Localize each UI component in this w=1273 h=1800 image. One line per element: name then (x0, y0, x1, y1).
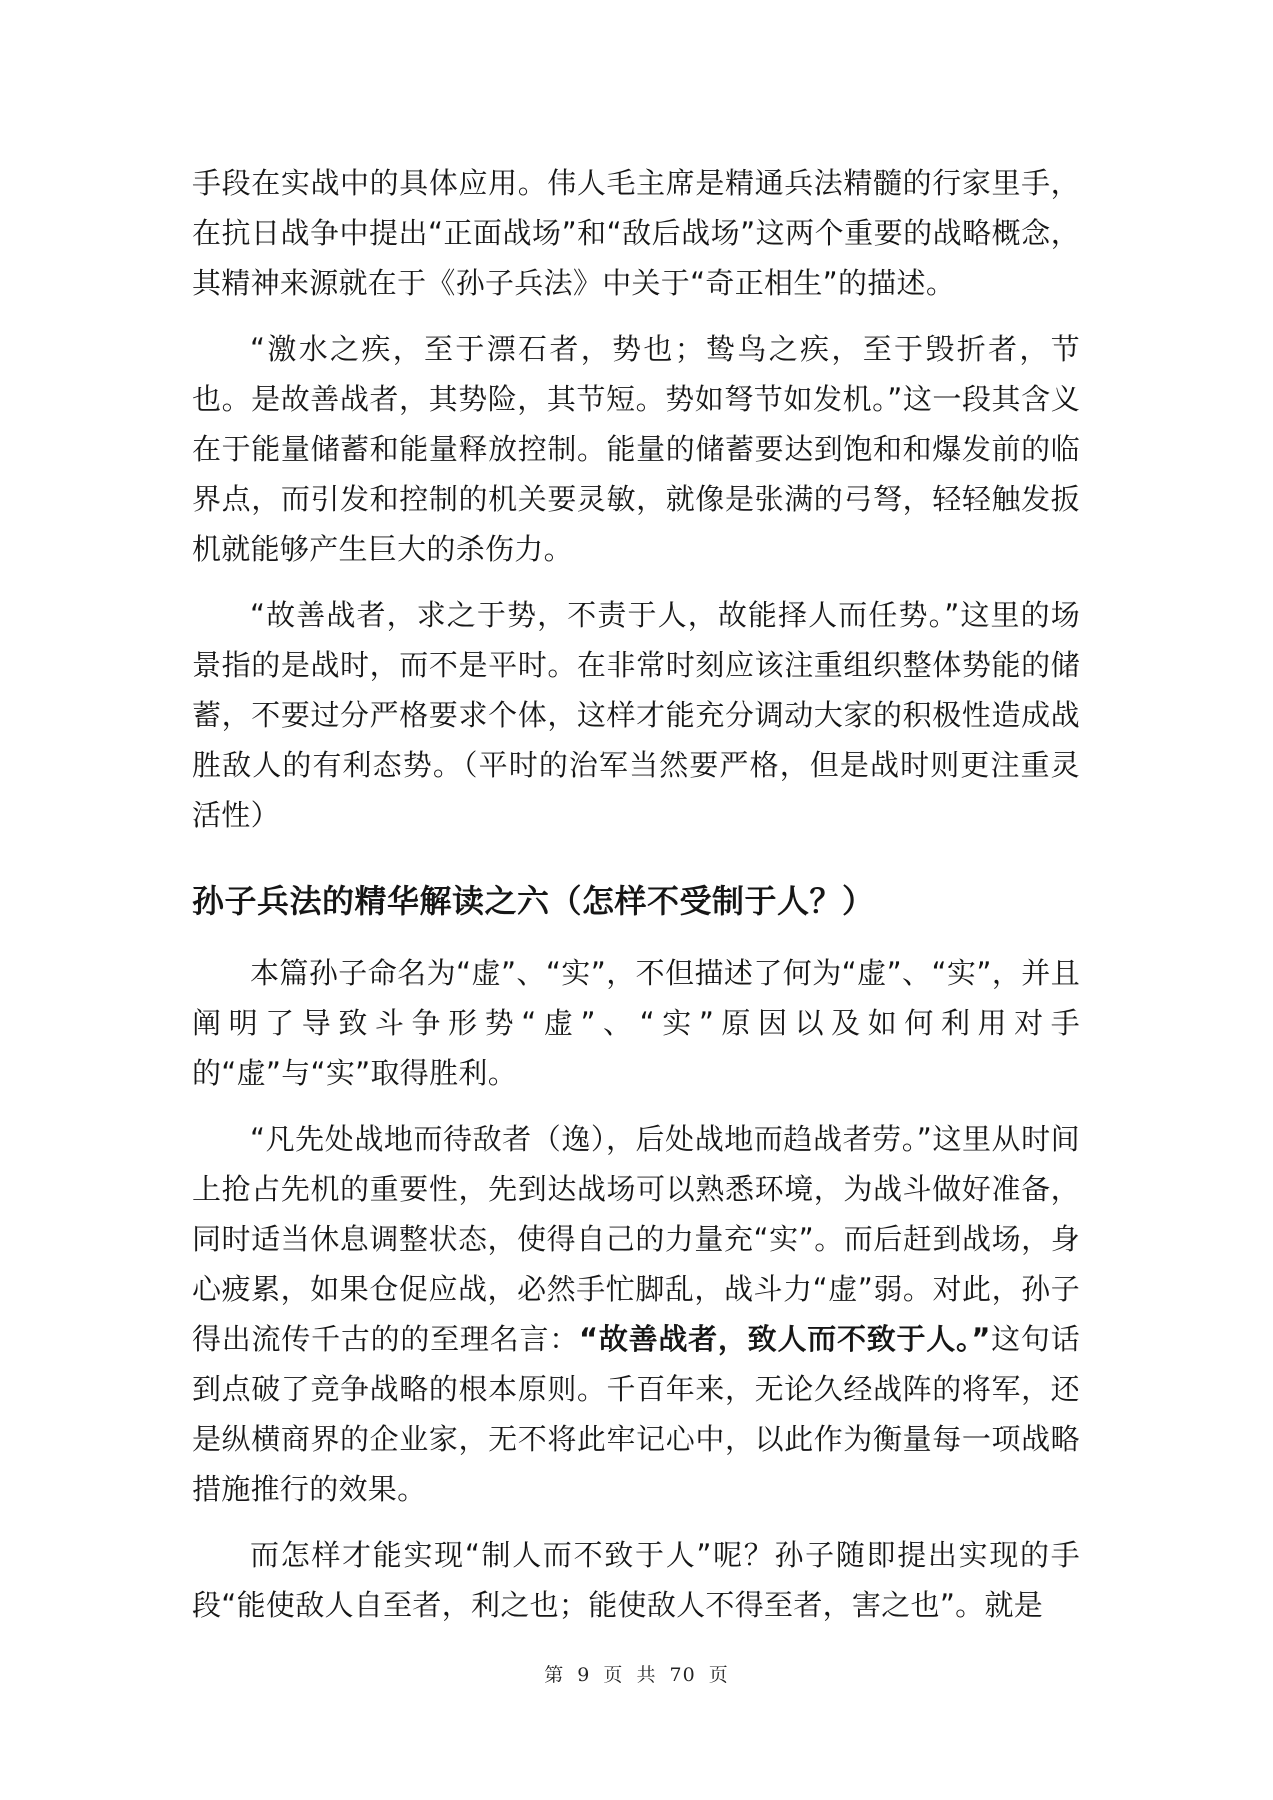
page-content (192, 158, 1080, 1630)
paragraph-intro-void-solid: 本篇孙子命名为“虚”、“实”，不但描述了何为“虚”、“实”，并且阐明了导致斗争形势“虚”、“实”原因以及如何利用对手的“虚”与“实”取得胜利。 (192, 956, 1080, 1090)
paragraph-text-before-bold: “凡先处战地而待敌者（逸），后处战地而趋战者劳。”这里从时间上抢占先机的重要性，先到达战场可以熟悉环境，为战斗做好准备，同时适当休息调整状态，使得自己的力量充“实”。而后赶到战场，身心疲累，如果仓促应战，必然手忙脚乱，战斗力“虚”弱。对此，孙子得出流传千古的的至理名言： (192, 1122, 1080, 1356)
paragraph-momentum: “激水之疾，至于漂石者，势也；鸷鸟之疾，至于毁折者，节也。是故善战者，其势险，其节短。势如弩节如发机。”这一段其含义在于能量储蓄和能量释放控制。能量的储蓄要达到饱和和爆发前的临界点，而引发和控制的机关要灵敏，就像是张满的弓弩，轻轻触发扳机就能够产生巨大的杀伤力。 (192, 332, 1080, 566)
page-footer: 第 9 页 共 70 页 (544, 1664, 729, 1686)
section-heading: 孙子兵法的精华解读之六（怎样不受制于人？） (192, 882, 875, 920)
paragraph-continued: 手段在实战中的具体应用。伟人毛主席是精通兵法精髓的行家里手，在抗日战争中提出“正面战场”和“敌后战场”这两个重要的战略概念，其精神来源就在于《孙子兵法》中关于“奇正相生”的描述。 (192, 166, 1080, 300)
bold-quote: “故善战者，致人而不致于人。” (579, 1322, 991, 1356)
paragraph-strategy: “故善战者，求之于势，不责于人，故能择人而任势。”这里的场景指的是战时，而不是平时。在非常时刻应该注重组织整体势能的储蓄，不要过分严格要求个体，这样才能充分调动大家的积极性造成战胜敌人的有利态势。（平时的治军当然要严格，但是战时则更注重灵活性） (192, 598, 1080, 832)
paragraph-how-to-control: 而怎样才能实现“制人而不致于人”呢？孙子随即提出实现的手段“能使敌人自至者，利之也；能使敌人不得至者，害之也”。就是 (192, 1538, 1080, 1622)
paragraph-first-arrival (192, 1114, 1080, 1514)
paragraph-text-after-bold: 这句话到点破了竞争战略的根本原则。千百年来，无论久经战阵的将军，还是纵横商界的企业家，无不将此牢记心中，以此作为衡量每一项战略措施推行的效果。 (192, 1322, 1080, 1506)
